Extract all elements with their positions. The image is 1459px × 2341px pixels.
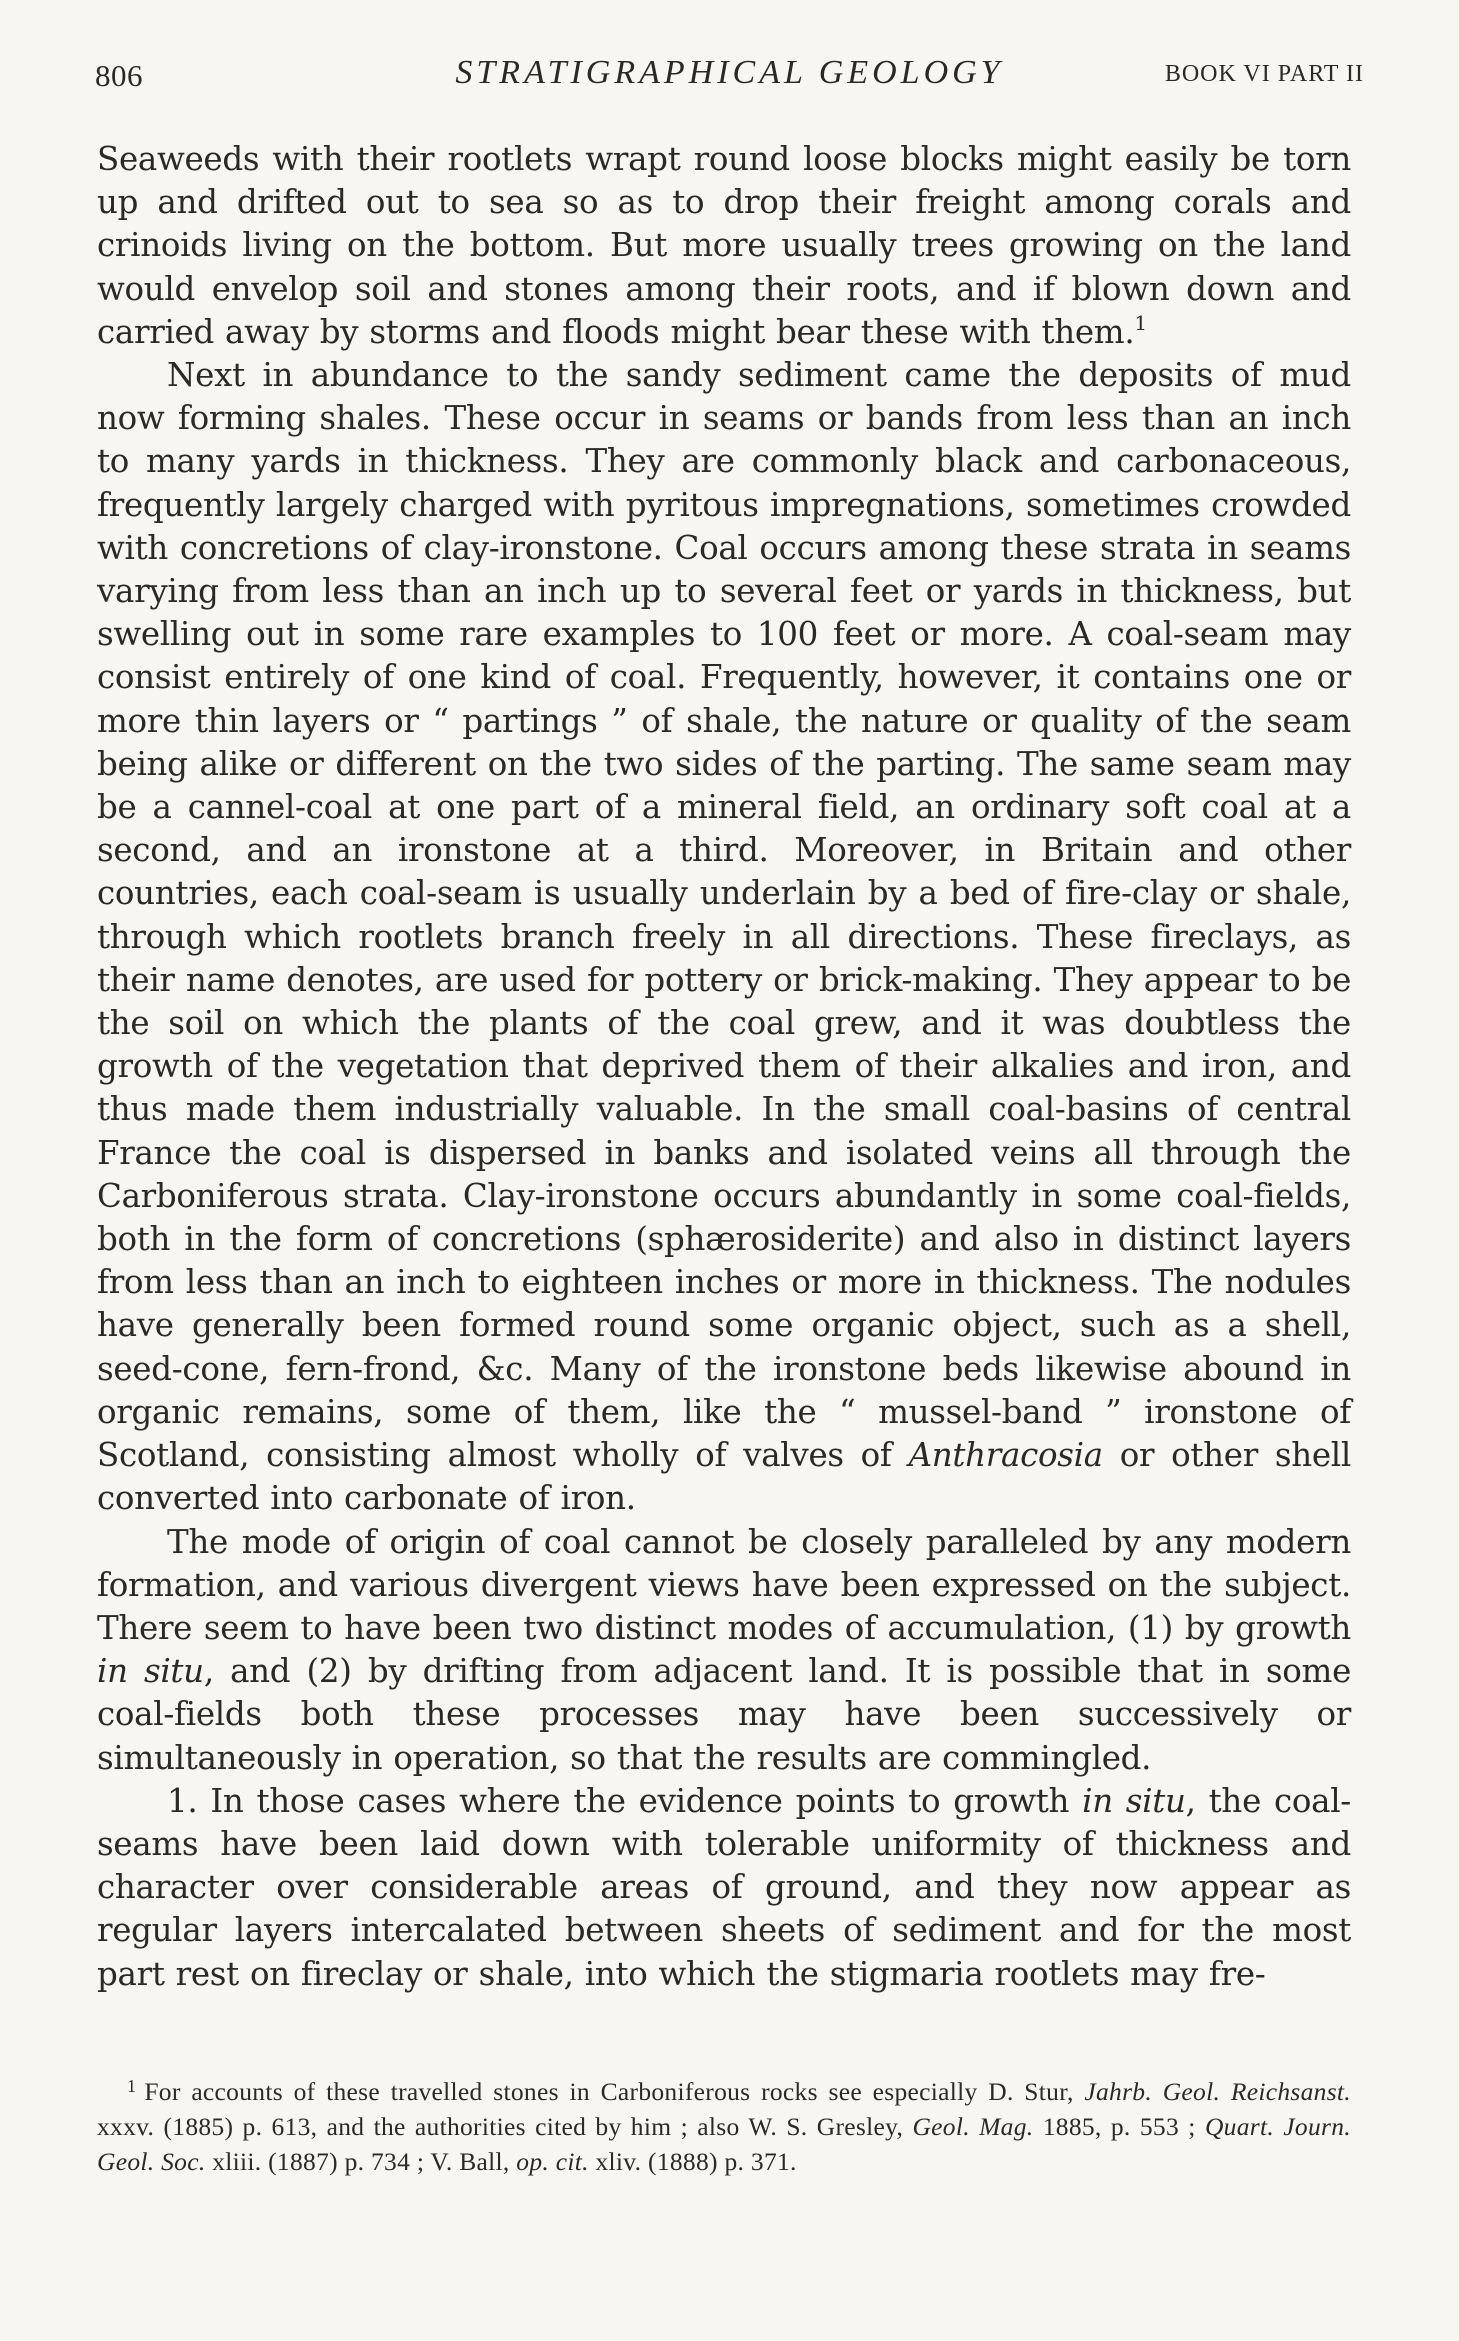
journal-title: Quart. Journ. Geol. Soc. (97, 2112, 1351, 2176)
paragraph-2-text: Next in abundance to the sandy sediment came the deposits of mud now forming shales. These occur in seams or bands from less than an inch to many yards in thickness. They are commonly black and carbonaceous, frequently largely charged with pyritous impregnations, sometimes crowded with concretions of clay-ironstone. Coal occurs among these strata in seams varying from less than an inch up to several feet or yards in thickness, but swelling out in some rare examples to 100 feet or more. A coal-seam may consist entirely of one kind of coal. Frequently, however, it contains one or more thin layers or “ partings ” of shale, the nature or quality of the seam being alike or different on the two sides of the parting. The same seam may be a cannel-coal at one part of a mineral field, an ordinary soft coal at a second, and an ironstone at a third. Moreover, in Britain and other countries, each coal-seam is usually underlain by a bed of fire-clay or shale, through which rootlets branch freely in all directions. These fireclays, as their name denotes, are used for pottery or brick-making. They appear to be the soil on which the plants of the coal grew, and it was doubtless the growth of the vegetation that deprived them of their alkalies and iron, and thus made them industrially valuable. In the small coal-basins of central France the coal is dispersed in banks and isolated veins all through the Carboniferous strata. Clay-ironstone occurs abundantly in some coal-fields, both in the form of concretions (sphærosiderite) and also in distinct layers from less than an inch to eighteen inches or more in thickness. The nodules have generally been formed round some organic object, such as a shell, seed-cone, fern-frond, &c. Many of the ironstone beds likewise abound in organic remains, some of them, like the “ mussel-band ” ironstone of Scotland, consisting almost wholly of valves of (97, 356, 1351, 1475)
footnote-text: xliii. (1887) p. 734 ; V. Ball, (212, 2147, 510, 2176)
journal-title: Jahrb. Geol. Reichsanst. (1084, 2077, 1351, 2106)
paragraph-3-text-end: , and (2) by drifting from adjacent land. It is possible that in some coal-fields both these processes may have been successively or simultaneously in operation, so that the results are commingled. (97, 1652, 1352, 1777)
footnote-mark: 1 (127, 2076, 137, 2096)
footnote-text: xliv. (1888) p. 371. (595, 2147, 797, 2176)
journal-title: Geol. Mag. (912, 2112, 1034, 2141)
paragraph-4-text: 1. In those cases where the evidence points to growth (167, 1781, 1070, 1820)
genus-name: Anthracosia (908, 1436, 1103, 1475)
footnote-text: xxxv. (1885) p. 613, and the authorities cited by him ; also W. S. Gresley, (97, 2112, 904, 2141)
book-reference: BOOK VI PART II (1164, 61, 1364, 87)
in-situ-term: in situ (97, 1652, 204, 1691)
footnote-text: For accounts of these travelled stones in Carboniferous rocks see especially D. Stur, (144, 2077, 1074, 2106)
paragraph-3 (97, 1521, 1351, 1780)
paragraph-4 (97, 1780, 1351, 1996)
in-situ-term: in situ (1082, 1781, 1186, 1820)
paragraph-2 (97, 354, 1351, 1520)
paragraph-1-text: Seaweeds with their rootlets wrapt round loose blocks might easily be torn up and drifted out to sea so as to drop their freight among corals and crinoids living on the bottom. But more usually trees growing on the land would envelop soil and stones among their roots, and if blown down and carried away by storms and floods might bear these with them. (97, 140, 1351, 351)
footnote-text: 1885, p. 553 ; (1042, 2112, 1196, 2141)
main-text (97, 138, 1351, 1996)
page-number: 806 (95, 58, 143, 93)
paragraph-2-text-end: or other shell converted into carbonate of iron. (97, 1436, 1351, 1518)
paragraph-1 (97, 138, 1351, 354)
page-header (95, 52, 1364, 102)
footnotes (97, 2074, 1351, 2179)
paragraph-3-text: The mode of origin of coal cannot be closely paralleled by any modern formation, and various divergent views have been expressed on the subject. There seem to have been two distinct modes of accumulation, (1) by growth (97, 1522, 1351, 1647)
paragraph-4-text-end: , the coal-seams have been laid down with tolerable uniformity of thickness and character over considerable areas of ground, and they now appear as regular layers intercalated between sheets of sediment and for the most part rest on fireclay or shale, into which the stigmaria rootlets may fre- (97, 1781, 1351, 1993)
footnote-reference: 1 (1134, 310, 1147, 335)
running-title: STRATIGRAPHICAL GEOLOGY (455, 54, 1004, 91)
citation-abbrev: op. cit. (516, 2147, 589, 2176)
footnote-1 (97, 2074, 1351, 2179)
